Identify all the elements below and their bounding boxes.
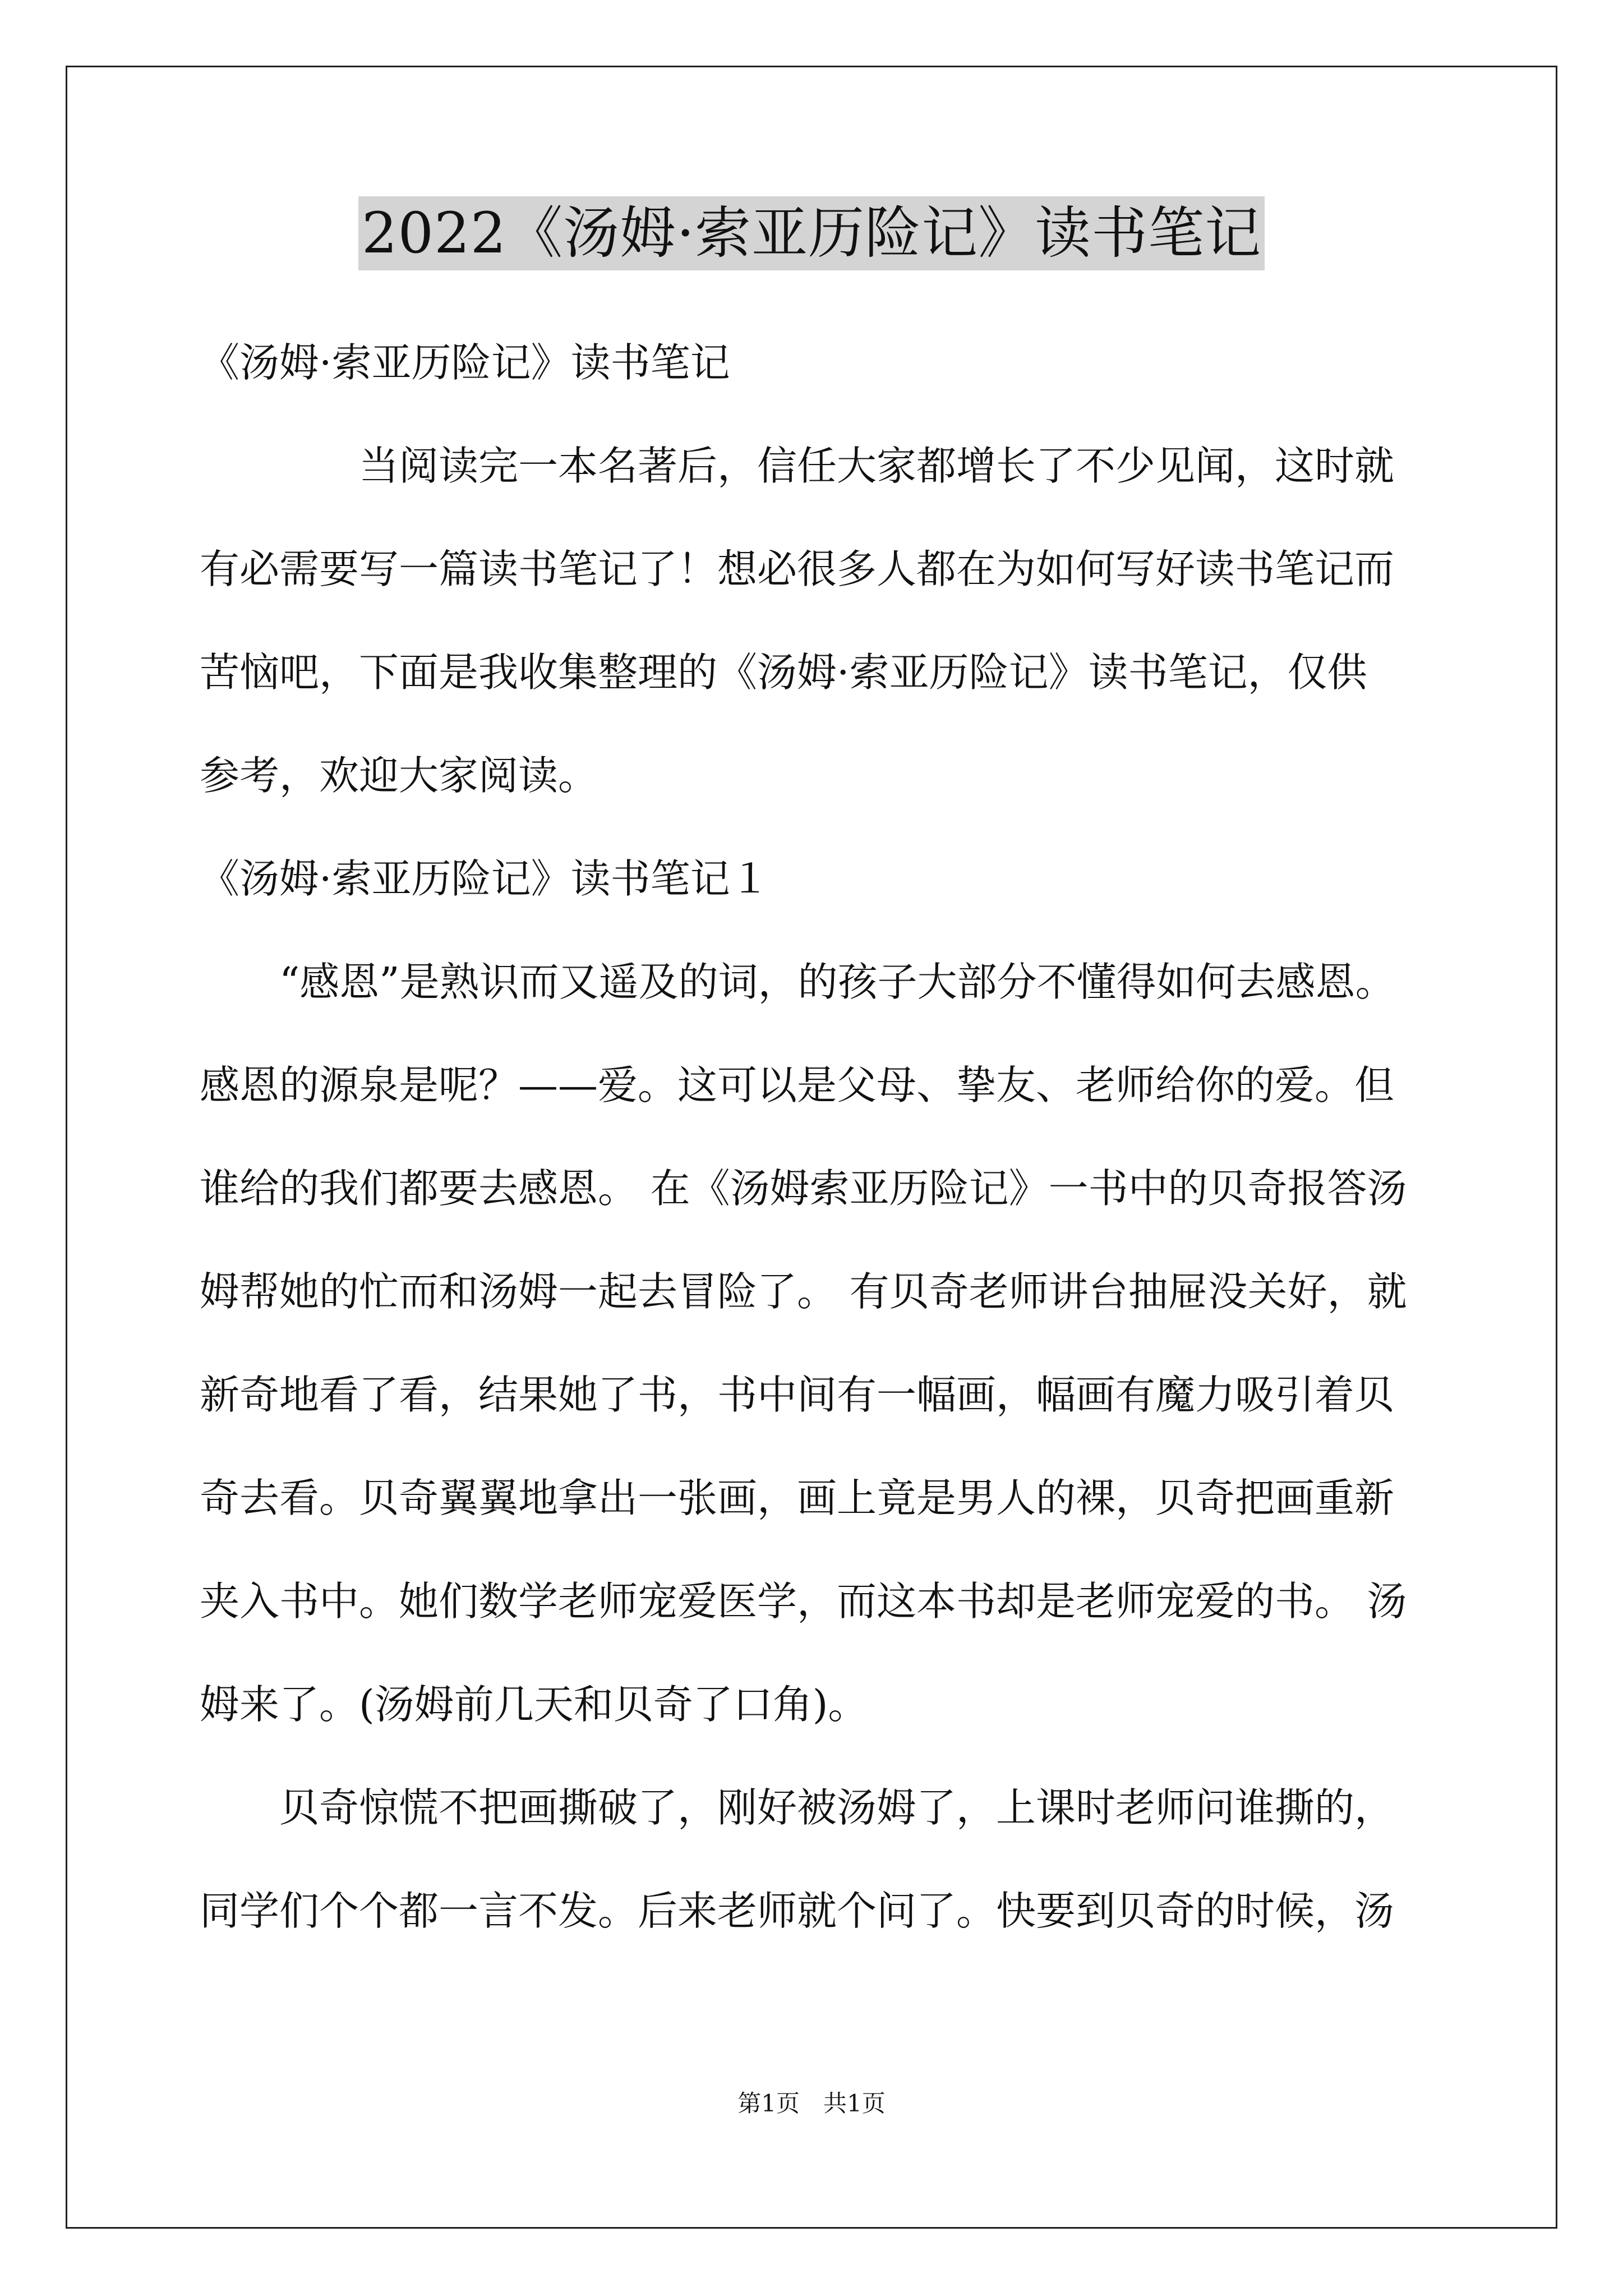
document-title: 2022《汤姆·索亚历险记》读书笔记 bbox=[358, 196, 1265, 270]
page-footer: 第1页 共1页 bbox=[737, 2090, 886, 2117]
text-line: 贝奇惊慌不把画撕破了，刚好被汤姆了，上课时老师问谁撕的， bbox=[200, 1784, 1395, 1831]
text-line: 谁给的我们都要去感恩。 在《汤姆索亚历险记》一书中的贝奇报答汤 bbox=[200, 1165, 1407, 1212]
text-line: 姆来了。(汤姆前几天和贝奇了口角)。 bbox=[200, 1681, 868, 1728]
text-line: 姆帮她的忙而和汤姆一起去冒险了。 有贝奇老师讲台抽屉没关好，就 bbox=[200, 1268, 1407, 1315]
text-line: 感恩的源泉是呢？——爱。这可以是父母、挚友、老师给你的爱。但 bbox=[200, 1062, 1395, 1108]
text-line: 苦恼吧，下面是我收集整理的《汤姆·索亚历险记》读书笔记，仅供 bbox=[200, 649, 1367, 696]
text-line: 奇去看。贝奇翼翼地拿出一张画，画上竟是男人的裸，贝奇把画重新 bbox=[200, 1475, 1395, 1521]
text-line: 同学们个个都一言不发。后来老师就个问了。快要到贝奇的时候，汤 bbox=[200, 1888, 1395, 1934]
text-line: 新奇地看了看，结果她了书，书中间有一幅画，幅画有魔力吸引着贝 bbox=[200, 1372, 1395, 1418]
document-body bbox=[200, 311, 1428, 1963]
text-line: 《汤姆·索亚历险记》读书笔记１ bbox=[200, 855, 770, 902]
text-line: 当阅读完一本名著后，信任大家都增长了不少见闻，这时就 bbox=[200, 443, 1395, 489]
text-line: 参考，欢迎大家阅读。 bbox=[200, 752, 598, 799]
text-line: 《汤姆·索亚历险记》读书笔记 bbox=[200, 339, 730, 386]
text-line: 有必需要写一篇读书笔记了！想必很多人都在为如何写好读书笔记而 bbox=[200, 546, 1395, 592]
title-area bbox=[0, 196, 1623, 270]
text-line: “感恩”是熟识而又遥及的词，的孩子大部分不懂得如何去感恩。 bbox=[200, 959, 1395, 1005]
text-line: 夹入书中。她们数学老师宠爱医学，而这本书却是老师宠爱的书。 汤 bbox=[200, 1578, 1407, 1625]
